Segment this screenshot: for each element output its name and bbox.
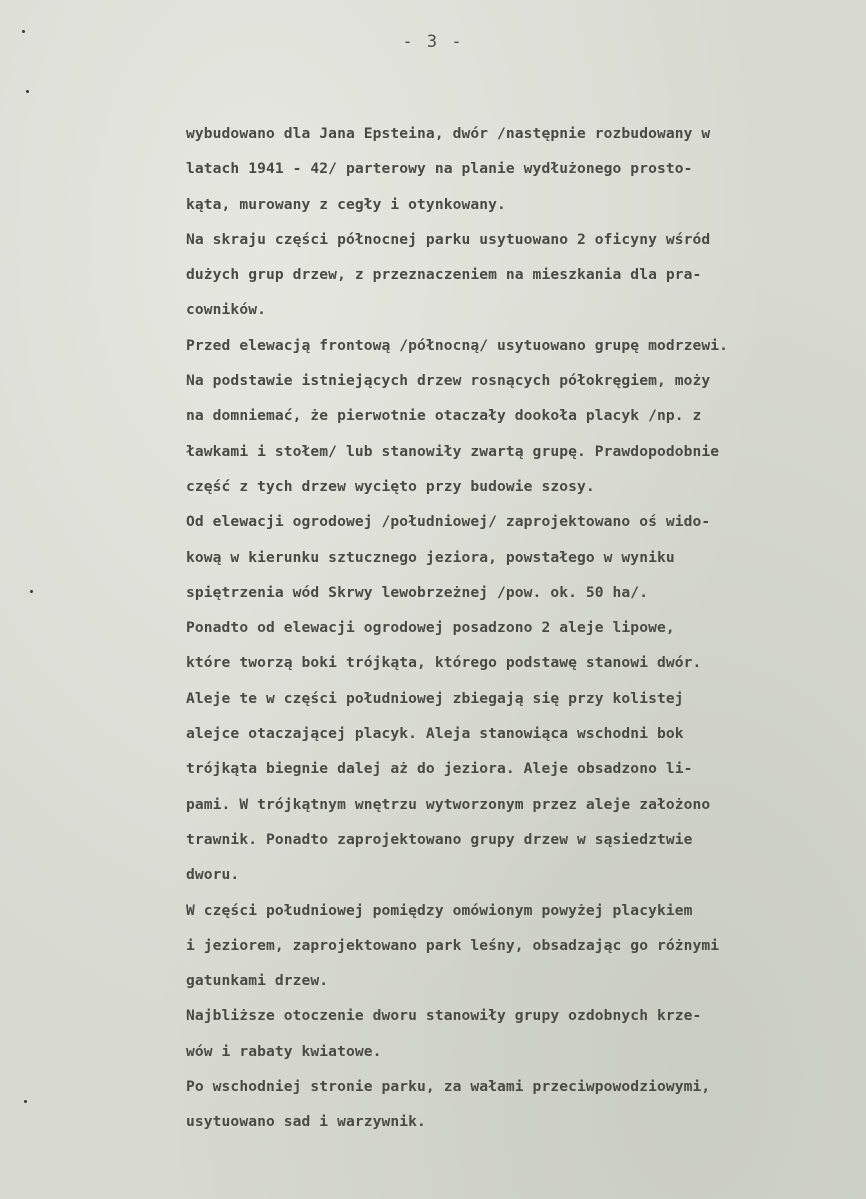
page-number: - 3 - — [402, 32, 464, 52]
text-line: kąta, murowany z cegły i otynkowany. — [186, 195, 506, 213]
margin-dot — [26, 90, 29, 93]
text-line: na domniemać, że pierwotnie otaczały dookoła placyk /np. z — [186, 407, 702, 425]
text-line: Na podstawie istniejących drzew rosnących półokręgiem, moży — [186, 372, 711, 390]
text-line: Ponadto od elewacji ogrodowej posadzono 2 aleje lipowe, — [186, 619, 675, 637]
text-line: dużych grup drzew, z przeznaczeniem na mieszkania dla pra- — [186, 266, 702, 284]
text-line: część z tych drzew wycięto przy budowie szosy. — [186, 477, 595, 495]
text-line: i jeziorem, zaprojektowano park leśny, obsadzając go różnymi — [186, 936, 720, 954]
body-text — [186, 116, 836, 1140]
text-line: Przed elewacją frontową /północną/ usytuowano grupę modrzewi. — [186, 336, 729, 354]
text-line: alejce otaczającej placyk. Aleja stanowiąca wschodni bok — [186, 725, 684, 743]
text-line: trawnik. Ponadto zaprojektowano grupy drzew w sąsiedztwie — [186, 830, 693, 848]
text-line: wów i rabaty kwiatowe. — [186, 1042, 382, 1060]
text-line: kową w kierunku sztucznego jeziora, powstałego w wyniku — [186, 548, 675, 566]
margin-dot — [24, 1100, 27, 1103]
text-line: Aleje te w części południowej zbiegają się przy kolistej — [186, 689, 684, 707]
text-line: gatunkami drzew. — [186, 972, 329, 990]
text-line: Po wschodniej stronie parku, za wałami przeciwpowodziowymi, — [186, 1078, 711, 1096]
text-line: latach 1941 - 42/ parterowy na planie wydłużonego prosto- — [186, 160, 693, 178]
text-line: pami. W trójkątnym wnętrzu wytworzonym przez aleje założono — [186, 795, 711, 813]
text-line: Na skraju części północnej parku usytuowano 2 oficyny wśród — [186, 230, 711, 248]
text-line: W części południowej pomiędzy omówionym powyżej placykiem — [186, 901, 693, 919]
text-line: wybudowano dla Jana Epsteina, dwór /następnie rozbudowany w — [186, 125, 711, 142]
text-line: dworu. — [186, 866, 240, 884]
text-line: ławkami i stołem/ lub stanowiły zwartą grupę. Prawdopodobnie — [186, 442, 720, 460]
text-line: cowników. — [186, 301, 266, 319]
margin-dot — [30, 590, 33, 593]
text-line: trójkąta biegnie dalej aż do jeziora. Aleje obsadzono li- — [186, 760, 693, 778]
text-line: Najbliższe otoczenie dworu stanowiły grupy ozdobnych krze- — [186, 1007, 702, 1025]
text-line: które tworzą boki trójkąta, którego podstawę stanowi dwór. — [186, 654, 702, 672]
text-line: usytuowano sad i warzywnik. — [186, 1113, 426, 1131]
text-line: spiętrzenia wód Skrwy lewobrzeżnej /pow. ok. 50 ha/. — [186, 583, 649, 601]
text-line: Od elewacji ogrodowej /południowej/ zaprojektowano oś wido- — [186, 513, 711, 531]
